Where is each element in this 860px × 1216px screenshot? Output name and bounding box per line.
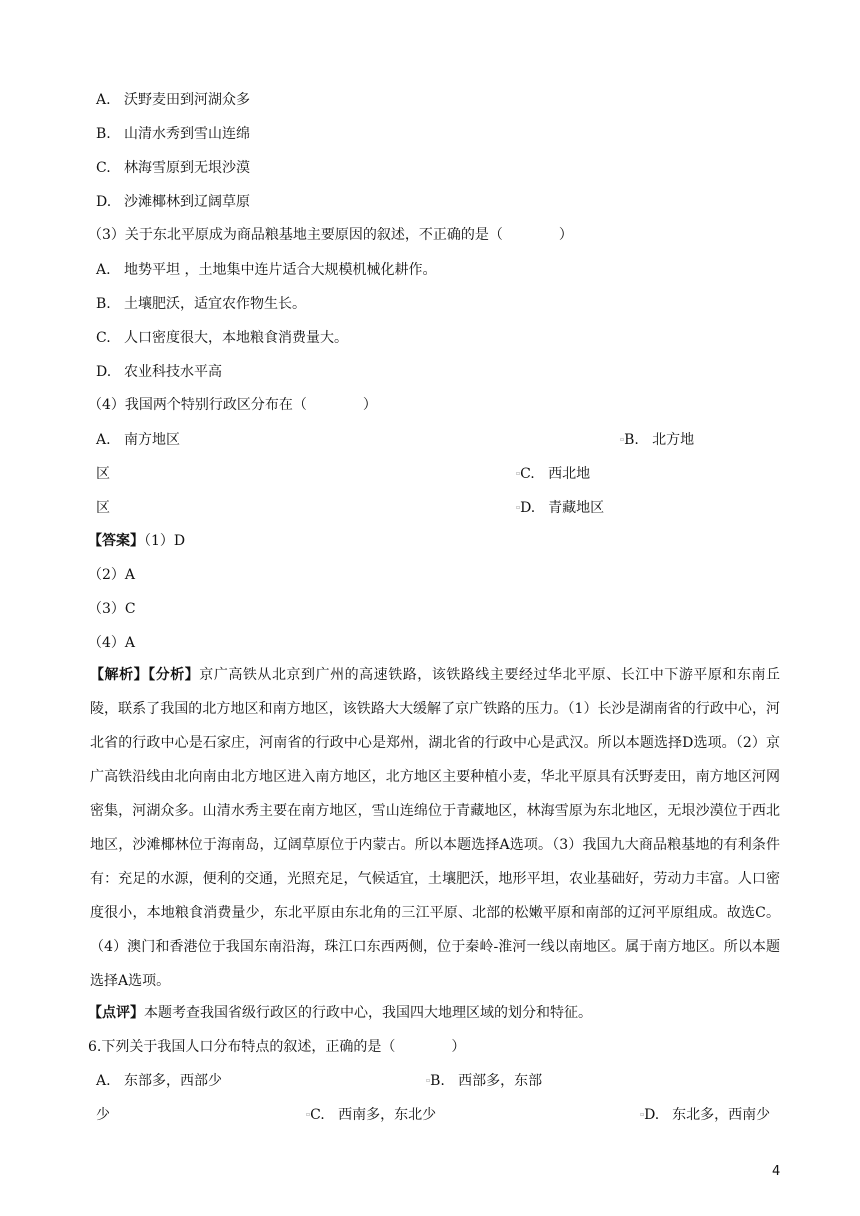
option-marker: ▫ — [640, 1111, 645, 1118]
analysis-label: 【解析】 — [90, 667, 149, 683]
option-4-a: A. 南方地区 — [96, 432, 180, 448]
comment-label: 【点评】 — [88, 1005, 144, 1021]
option-2-c: C. 林海雪原到无垠沙漠 — [96, 160, 250, 176]
analysis-paragraph — [90, 658, 780, 998]
question-6-stem: 6.下列关于我国人口分布特点的叙述，正确的是（ ） — [88, 1039, 466, 1055]
option-4-c-wrap: 区 — [96, 500, 110, 516]
option-marker: ▫ — [306, 1111, 311, 1118]
option-2-b: B. 山清水秀到雪山连绵 — [96, 126, 250, 142]
option-4-c: ▫C. 西北地 — [516, 466, 591, 482]
answer-line-4: （4）A — [88, 635, 136, 651]
option-3-d: D. 农业科技水平高 — [96, 364, 222, 380]
option-4-b: ▫B. 北方地 — [620, 432, 695, 448]
option-3-c: C. 人口密度很大，本地粮食消费量大。 — [96, 330, 348, 346]
answer-line-2: （2）A — [88, 567, 136, 583]
comment-line: 【点评】本题考查我国省级行政区的行政中心，我国四大地理区域的划分和特征。 — [88, 1005, 592, 1021]
answer-line-1: 【答案】（1）D — [88, 533, 186, 549]
option-2-d: D. 沙滩椰林到辽阔草原 — [96, 194, 250, 210]
option-marker: ▫ — [516, 504, 521, 511]
option-marker: ▫ — [516, 470, 521, 477]
answer-line-3: （3）C — [88, 601, 136, 617]
question-4-stem: （4）我国两个特别行政区分布在（ ） — [88, 397, 377, 413]
option-marker: ▫ — [620, 436, 625, 443]
option-6-d: ▫D. 东北多，西南少 — [640, 1107, 771, 1123]
page-number: 4 — [772, 1164, 781, 1179]
analysis-text: 京广高铁从北京到广州的高速铁路，该铁路线主要经过华北平原、长江中下游平原和东南丘陵，联系了我国的北方地区和南方地区，该铁路大大缓解了京广铁路的压力。（1）长沙是湖南省的行政中心，河北省的行政中心是石家庄，河南省的行政中心是郑州，湖北省的行政中心是武汉。所以本题选择D选项。（2）京广高铁沿线由北向南由北方地区进入南方地区，北方地区主要种植小麦，华北平原具有沃野麦田，南方地区河网密集，河湖众多。山清水秀主要在南方地区，雪山连绵位于青藏地区，林海雪原为东北地区，无垠沙漠位于西北地区，沙滩椰林位于海南岛，辽阔草原位于内蒙古。所以本题选择A选项。（3）我国九大商品粮基地的有利条件有：充足的水源，便利的交通，光照充足，气候适宜，土壤肥沃，地形平坦，农业基础好，劳动力丰富。人口密度很小，本地粮食消费量少，东北平原由东北角的三江平原、北部的松嫩平原和南部的辽河平原组成。故选C。（4）澳门和香港位于我国东南沿海，珠江口东西两侧，位于秦岭-淮河一线以南地区。属于南方地区。所以本题选择A选项。 — [90, 667, 781, 989]
option-3-a: A. 地势平坦 ，土地集中连片适合大规模机械化耕作。 — [96, 262, 437, 278]
analysis-sublabel: 【分析】 — [148, 667, 200, 683]
question-3-stem: （3）关于东北平原成为商品粮基地主要原因的叙述，不正确的是（ ） — [88, 227, 573, 243]
option-3-b: B. 土壤肥沃，适宜农作物生长。 — [96, 296, 306, 312]
option-2-a: A. 沃野麦田到河湖众多 — [96, 92, 250, 108]
option-6-a: A. 东部多，西部少 — [96, 1073, 222, 1089]
option-6-b: ▫B. 西部多，东部 — [426, 1073, 543, 1089]
option-4-b-wrap: 区 — [96, 466, 110, 482]
option-4-d: ▫D. 青藏地区 — [516, 500, 605, 516]
option-marker: ▫ — [426, 1077, 431, 1084]
option-6-b-wrap: 少 — [96, 1107, 110, 1123]
option-6-c: ▫C. 西南多，东北少 — [306, 1107, 437, 1123]
answer-label: 【答案】 — [88, 533, 144, 549]
